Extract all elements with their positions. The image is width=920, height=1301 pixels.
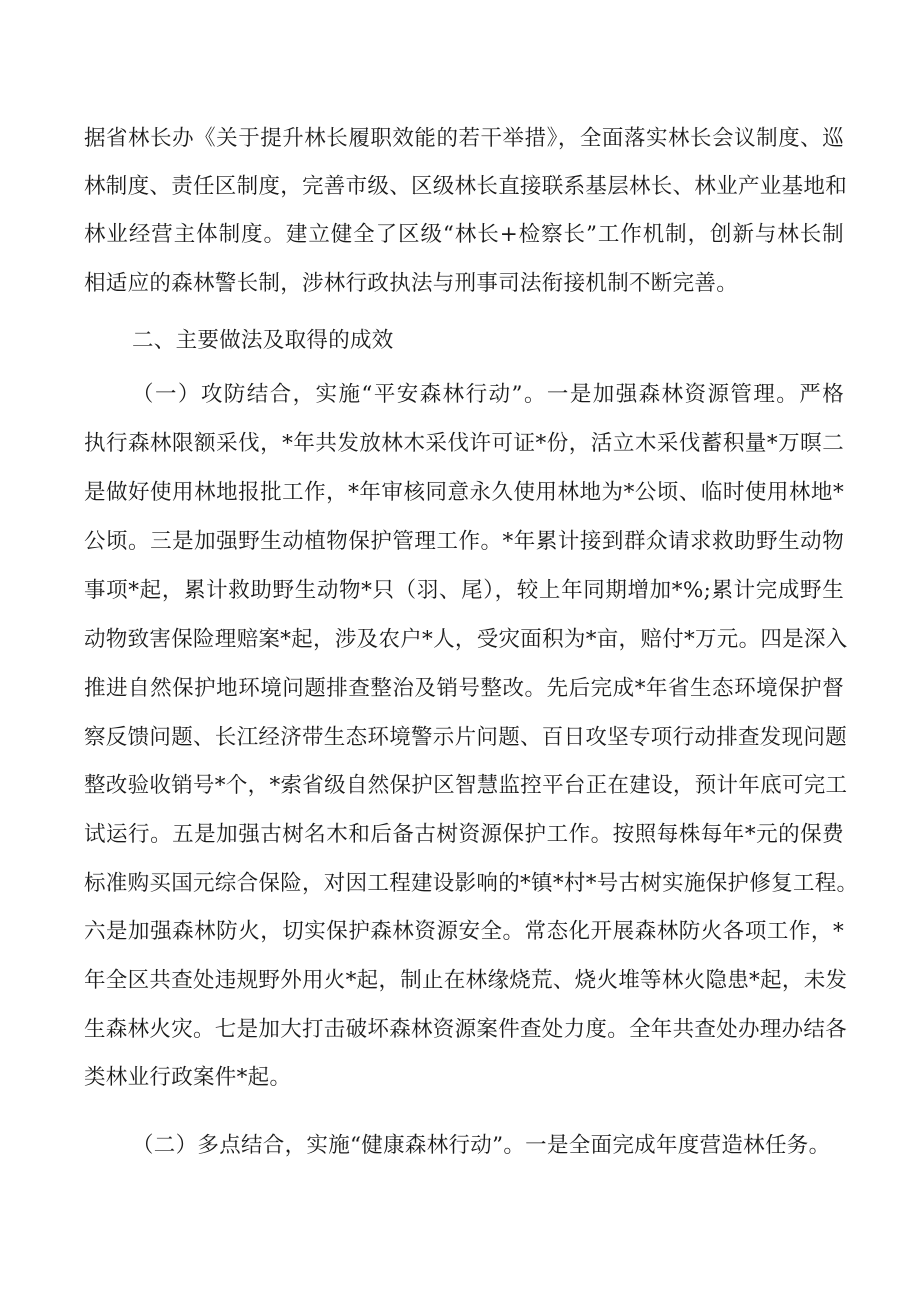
paragraph-line: 标准购买国元综合保险，对因工程建设影响的*镇*村*号古树实施保护修复工程。: [84, 871, 859, 896]
paragraph-line: 类林业行政案件*起。: [84, 1065, 292, 1090]
paragraph-line: 整改验收销号*个，*索省级自然保护区智慧监控平台正在建设，预计年底可完工: [84, 773, 848, 798]
paragraph-line: 据省林长办《关于提升林长履职效能的若干举措》，全面落实林长会议制度、巡: [84, 126, 844, 151]
paragraph-line: 生森林火灾。七是加大打击破坏森林资源案件查处力度。全年共查处办理办结各: [84, 1017, 848, 1042]
paragraph-line: （二）多点结合，实施“健康森林行动”。一是全面完成年度营造林任务。: [132, 1133, 831, 1158]
paragraph-line: 公顷。三是加强野生动植物保护管理工作。*年累计接到群众请求救助野生动物: [84, 529, 844, 554]
paragraph-line: 年全区共查处违规野外用火*起，制止在林缘烧荒、烧火堆等林火隐患*起，未发: [84, 968, 848, 993]
paragraph-line: 事项*起，累计救助野生动物*只（羽、尾），较上年同期增加*%;累计完成野生: [84, 578, 844, 603]
paragraph-line: （一）攻防结合，实施“平安森林行动”。一是加强森林资源管理。严格: [132, 382, 844, 407]
paragraph-line: 试运行。五是加强古树名木和后备古树资源保护工作。按照每株每年*元的保费: [84, 822, 844, 847]
paragraph-line: 推进自然保护地环境问题排查整治及销号整改。先后完成*年省生态环境保护督: [84, 676, 844, 701]
section-heading: 二、主要做法及取得的成效: [132, 328, 394, 353]
paragraph-line: 是做好使用林地报批工作，*年审核同意永久使用林地为*公顷、临时使用林地*: [84, 480, 844, 505]
paragraph-line: 执行森林限额采伐，*年共发放林木采伐许可证*份，活立木采伐蓄积量*万暝二: [84, 431, 844, 456]
paragraph-line: 相适应的森林警长制，涉林行政执法与刑事司法衔接机制不断完善。: [84, 271, 739, 296]
paragraph-line: 察反馈问题、长江经济带生态环境警示片问题、百日攻坚专项行动排查发现问题: [84, 725, 848, 750]
paragraph-line: 林制度、责任区制度，完善市级、区级林长直接联系基层林长、林业产业基地和: [84, 174, 848, 199]
paragraph-line: 林业经营主体制度。建立健全了区级“林长+检察长”工作机制，创新与林长制: [84, 222, 844, 247]
paragraph-line: 六是加强森林防火，切实保护森林资源安全。常态化开展森林防火各项工作，*: [84, 919, 844, 944]
paragraph-line: 动物致害保险理赔案*起，涉及农户*人，受灾面积为*亩，赔付*万元。四是深入: [84, 627, 848, 652]
